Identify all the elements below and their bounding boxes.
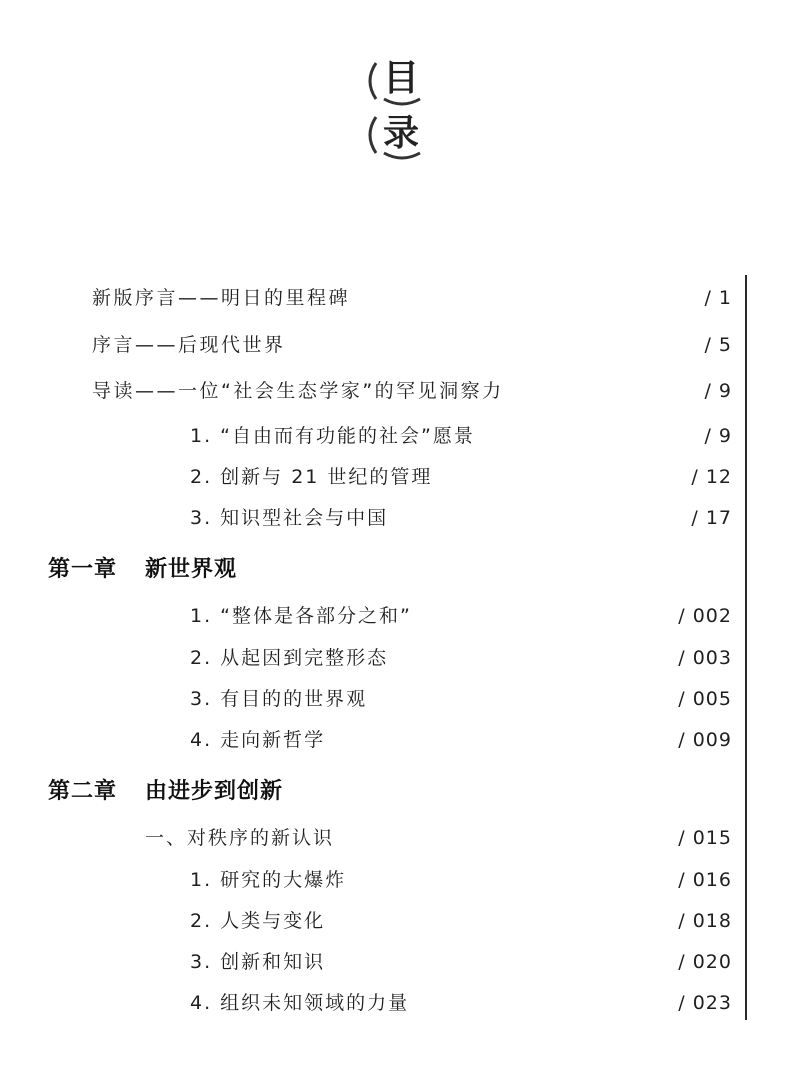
title-char-1: 目: [382, 57, 419, 99]
chapter-1-heading[interactable]: [48, 552, 237, 586]
toc-entry-page: / 020: [678, 951, 732, 973]
toc-entry-intro-1[interactable]: [0, 420, 740, 452]
toc-entry-page: / 005: [678, 688, 732, 710]
toc-entry-page: / 002: [678, 605, 732, 627]
toc-entry-label: 1. “自由而有功能的社会”愿景: [190, 425, 475, 447]
toc-entry-intro-3[interactable]: [0, 502, 740, 534]
toc-entry-page: / 17: [691, 507, 732, 529]
toc-entry-ch2-part-1[interactable]: [0, 822, 740, 854]
toc-entry-label: 新版序言——明日的里程碑: [92, 287, 351, 309]
toc-entry-page: / 9: [704, 425, 732, 447]
toc-entry-page: / 015: [678, 827, 732, 849]
toc-entry-guide[interactable]: [0, 375, 740, 407]
toc-entry-label: 一、对秩序的新认识: [145, 827, 335, 849]
toc-entry-label: 4. 走向新哲学: [190, 729, 326, 751]
toc-entry-page: / 9: [704, 380, 732, 402]
toc-entry-ch2-3[interactable]: [0, 946, 740, 978]
toc-entry-label: 序言——后现代世界: [92, 334, 286, 356]
toc-entry-page: / 12: [691, 466, 732, 488]
toc-entry-ch2-2[interactable]: [0, 905, 740, 937]
toc-entry-label: 2. 从起因到完整形态: [190, 647, 389, 669]
toc-entry-ch1-1[interactable]: [0, 600, 740, 632]
toc-entry-preface[interactable]: [0, 329, 740, 361]
toc-entry-page: / 023: [678, 992, 732, 1014]
toc-entry-page: / 016: [678, 869, 732, 891]
toc-entry-intro-2[interactable]: [0, 461, 740, 493]
toc-entry-ch2-4[interactable]: [0, 987, 740, 1019]
toc-entry-label: 1. 研究的大爆炸: [190, 869, 347, 891]
toc-entry-label: 3. 有目的的世界观: [190, 688, 368, 710]
toc-title: [362, 55, 442, 165]
toc-entry-page: / 1: [704, 287, 732, 309]
chapter-title: 新世界观: [145, 556, 238, 582]
toc-entry-ch1-3[interactable]: [0, 683, 740, 715]
chapter-2-heading[interactable]: [48, 774, 283, 808]
page-margin-rule: [745, 275, 747, 1020]
chapter-number: 第二章: [48, 778, 118, 804]
toc-entry-label: 2. 创新与 21 世纪的管理: [190, 466, 433, 488]
toc-entry-label: 3. 创新和知识: [190, 951, 326, 973]
toc-entry-label: 1. “整体是各部分之和”: [190, 605, 412, 627]
toc-entry-page: / 003: [678, 647, 732, 669]
title-char-2: 录: [382, 112, 419, 154]
toc-entry-ch2-1[interactable]: [0, 864, 740, 896]
toc-entry-new-preface[interactable]: [0, 282, 740, 314]
toc-entry-page: / 009: [678, 729, 732, 751]
toc-entry-label: 2. 人类与变化: [190, 910, 326, 932]
toc-entry-label: 3. 知识型社会与中国: [190, 507, 389, 529]
chapter-number: 第一章: [48, 556, 118, 582]
toc-entry-page: / 018: [678, 910, 732, 932]
chapter-title: 由进步到创新: [145, 778, 284, 804]
toc-entry-label: 导读——一位“社会生态学家”的罕见洞察力: [92, 380, 504, 402]
toc-entry-label: 4. 组织未知领域的力量: [190, 992, 410, 1014]
toc-entry-ch1-2[interactable]: [0, 642, 740, 674]
toc-entry-ch1-4[interactable]: [0, 724, 740, 756]
toc-entry-page: / 5: [704, 334, 732, 356]
